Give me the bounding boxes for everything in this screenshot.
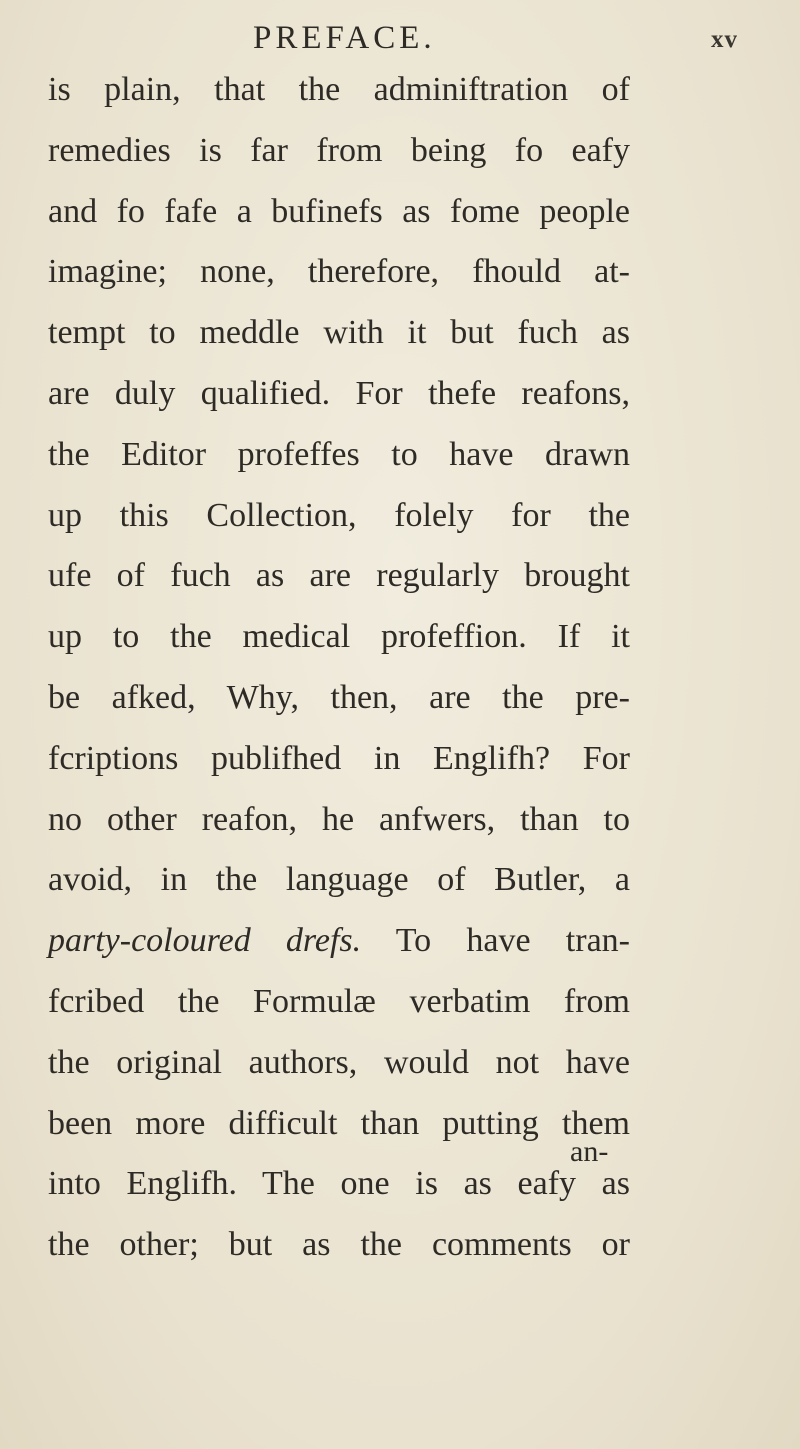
text-line-rest: To have tran- <box>395 922 630 960</box>
text-line: fcribed the Formulæ verbatim from <box>48 982 630 1020</box>
text-line: no other reafon, he anfwers, than to <box>48 800 630 838</box>
text-line: ufe of fuch as are regularly brought <box>48 557 630 595</box>
text-line: the Editor profeffes to have drawn <box>48 435 630 473</box>
text-line: remedies is far from being fo eafy <box>48 131 630 169</box>
text-line: up this Collection, folely for the <box>48 496 630 534</box>
text-line: are duly qualified. For thefe reafons, <box>48 374 630 412</box>
text-line: and fo fafe a bufinefs as fome people <box>48 192 630 230</box>
text-line: the original authors, would not have <box>48 1043 630 1081</box>
text-line: the other; but as the comments or <box>48 1226 630 1264</box>
text-line: imagine; none, therefore, fhould at- <box>48 253 630 291</box>
page-number: xv <box>711 26 738 53</box>
text-line: is plain, that the adminiftration of <box>48 71 630 108</box>
text-line: be afked, Why, then, are the pre- <box>48 678 630 716</box>
text-line: into Englifh. The one is as eafy as <box>48 1165 630 1203</box>
body-text <box>48 60 630 1276</box>
catchword: an- <box>570 1135 609 1168</box>
text-line: up to the medical profeffion. If it <box>48 618 630 656</box>
text-line: avoid, in the language of Butler, a <box>48 861 630 899</box>
text-line: been more difficult than putting them <box>48 1104 630 1142</box>
running-head: PREFACE. <box>253 20 436 56</box>
text-line-mixed <box>48 911 630 972</box>
text-line: fcriptions publifhed in Englifh? For <box>48 739 630 777</box>
italic-phrase: party-coloured drefs. <box>48 922 362 960</box>
text-line: tempt to meddle with it but fuch as <box>48 314 630 352</box>
